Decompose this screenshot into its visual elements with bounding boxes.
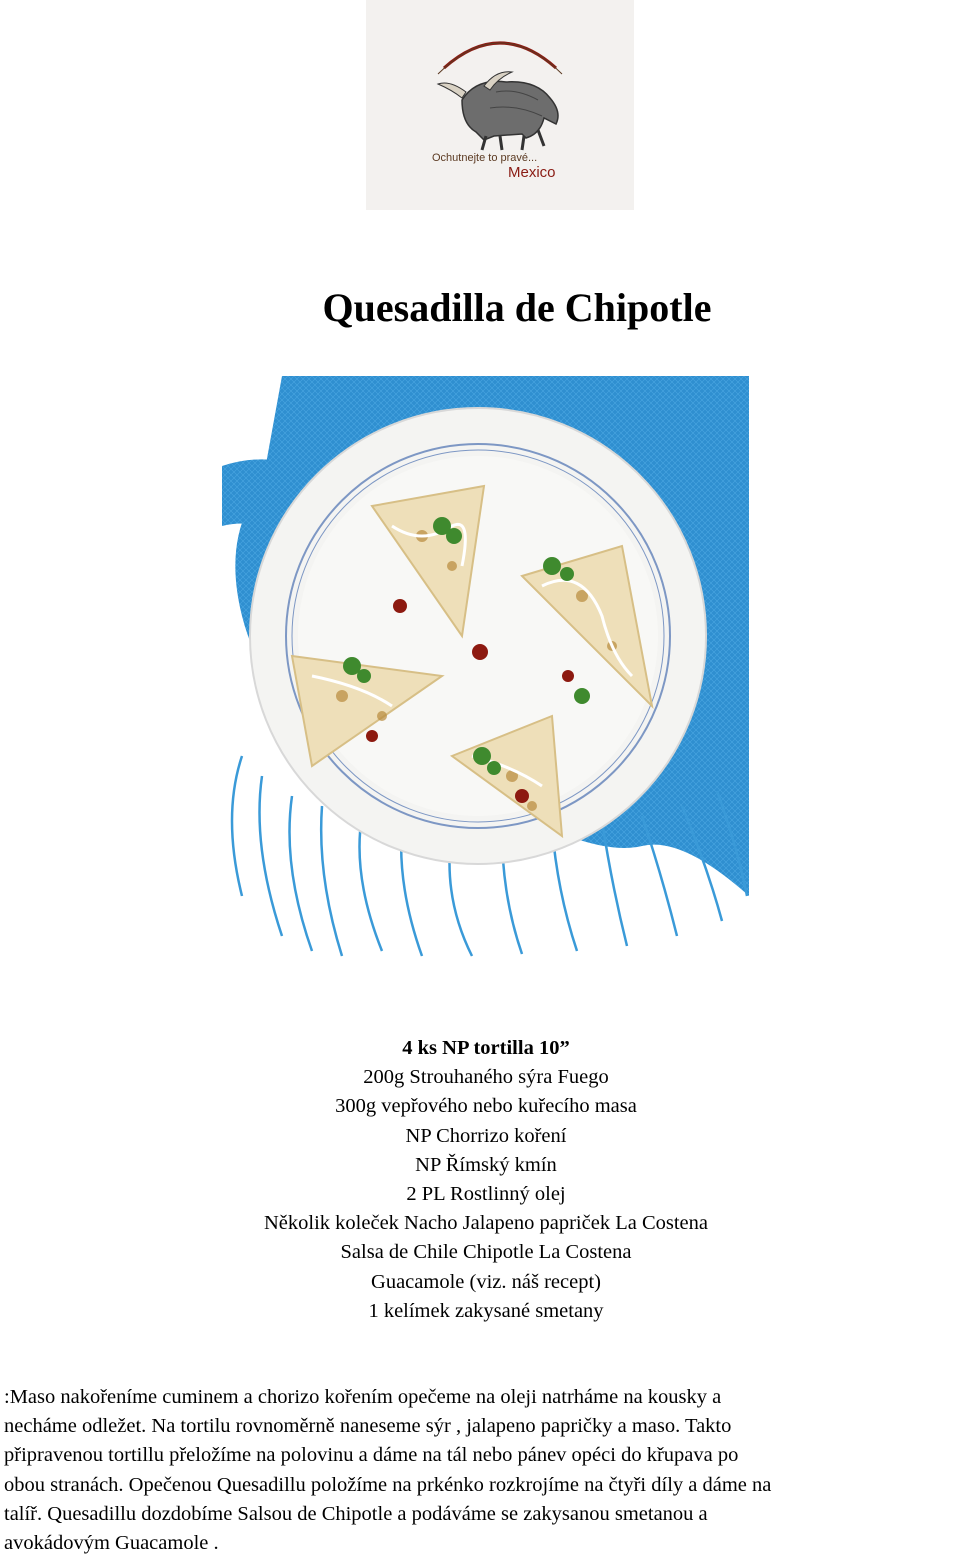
ingredient-item: 1 kelímek zakysané smetany — [368, 1299, 604, 1322]
method-line: necháme odležet. Na tortilu rovnoměrně naneseme sýr , jalapeno papričky a maso. Takto — [4, 1415, 732, 1438]
recipe-title: Quesadilla de Chipotle — [322, 285, 712, 330]
brand-logo — [366, 0, 634, 210]
method-line: obou stranách. Opečenou Quesadillu položíme na prkénko rozkrojíme na čtyři díly a dáme na — [4, 1473, 772, 1496]
method-line: připravenou tortillu přeložíme na polovinu a dáme na tál nebo pánev opéci do křupava po — [4, 1444, 739, 1467]
quesadilla-plate-photo — [222, 376, 749, 959]
bull-logo-icon — [366, 0, 634, 210]
method-line: talíř. Quesadillu dozdobíme Salsou de Chipotle a podáváme se zakysanou smetanou a — [4, 1502, 708, 1525]
ingredient-item: NP Římský kmín — [415, 1153, 557, 1176]
ingredient-item: 4 ks NP tortilla 10” — [402, 1037, 570, 1059]
ingredient-item: 300g vepřového nebo kuřecího masa — [335, 1095, 637, 1118]
recipe-photo — [222, 376, 749, 959]
logo-country: Mexico — [508, 164, 556, 181]
logo-tagline: Ochutnejte to pravé... — [432, 152, 538, 164]
ingredient-item: 200g Strouhaného sýra Fuego — [363, 1066, 609, 1089]
ingredient-item: Několik koleček Nacho Jalapeno papriček La Costena — [264, 1212, 708, 1235]
ingredient-item: Guacamole (viz. náš recept) — [371, 1270, 601, 1293]
ingredient-item: NP Chorrizo koření — [405, 1124, 567, 1147]
ingredients-list — [0, 1034, 960, 1326]
method-line: :Maso nakořeníme cuminem a chorizo kořením opečeme na oleji natrháme na kousky a — [4, 1386, 722, 1408]
ingredient-item: Salsa de Chile Chipotle La Costena — [340, 1241, 632, 1264]
ingredient-item: 2 PL Rostlinný olej — [406, 1183, 566, 1206]
method-text — [4, 1383, 959, 1558]
method-line: avokádovým Guacamole . — [4, 1532, 219, 1555]
